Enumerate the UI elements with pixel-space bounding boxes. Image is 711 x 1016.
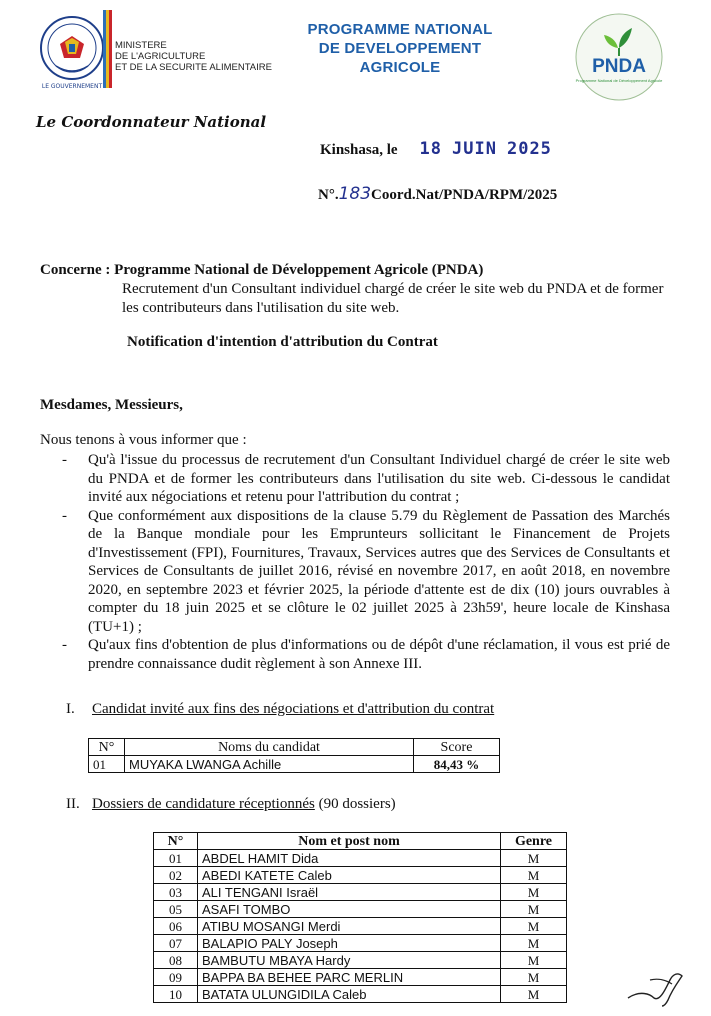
ref-prefix: N°. xyxy=(318,187,339,203)
section-1-heading xyxy=(66,701,494,718)
cell-number: 01 xyxy=(154,850,198,867)
table-row xyxy=(154,901,567,918)
cell-gender: M xyxy=(501,952,567,969)
seal-bottom-text: LE GOUVERNEMENT xyxy=(41,83,103,90)
ministry-name xyxy=(115,40,272,73)
subject-title: Programme National de Développement Agricole (PNDA) xyxy=(114,262,484,278)
bullet-item-3: - Qu'aux fins d'obtention de plus d'informations ou de dépôt d'une réclamation, il vous est prié de prendre connaissance dudit règlement à son Annexe III. xyxy=(60,636,670,673)
cell-gender: M xyxy=(501,850,567,867)
col-score: Score xyxy=(414,739,500,756)
cell-name: ALI TENGANI Israël xyxy=(198,884,501,901)
cell-number: 02 xyxy=(154,867,198,884)
selected-candidate-table xyxy=(88,738,500,773)
table-row xyxy=(154,952,567,969)
table-header-row xyxy=(154,833,567,850)
programme-title xyxy=(300,20,500,77)
cell-number: 08 xyxy=(154,952,198,969)
table-header-row xyxy=(89,739,500,756)
ministry-line-3: ET DE LA SECURITE ALIMENTAIRE xyxy=(115,62,272,73)
cell-name: BALAPIO PALY Joseph xyxy=(198,935,501,952)
cell-number: 06 xyxy=(154,918,198,935)
col-candidate-name: Noms du candidat xyxy=(125,739,414,756)
pnda-logo-text: PNDA xyxy=(592,56,646,77)
cell-gender: M xyxy=(501,867,567,884)
cell-number: 03 xyxy=(154,884,198,901)
applications-table xyxy=(153,832,567,1003)
coordinator-title: Le Coordonnateur National xyxy=(36,113,267,131)
flag-bar-red xyxy=(109,10,112,88)
notification-title: Notification d'intention d'attribution du Contrat xyxy=(127,334,438,350)
cell-gender: M xyxy=(501,901,567,918)
date-line xyxy=(320,139,552,159)
col-number: N° xyxy=(89,739,125,756)
cell-gender: M xyxy=(501,986,567,1003)
ref-number: 183 xyxy=(338,184,372,204)
programme-line-3: AGRICOLE xyxy=(359,59,441,76)
bullet-item-2: - Que conformément aux dispositions de la clause 5.79 du Règlement de Passation des Marchés de la Banque mondiale pour les Emprunteurs sollicitant le Financement de Projets d'Investissement (FPI), Fournitures, Travaux, Services autres que des Services de Consultants et Services de Consultants de juillet 2016, révisé en novembre 2017, en août 2018, en novembre 2020, en septembre 2023 et février 2025, la période d'attente est de dix (10) jours ouvrables à compter du 18 juin 2025 et se clôture le 02 juillet 2025 à 23h59', heure locale de Kinshasa (TU+1) ; xyxy=(60,507,670,637)
ministry-line-2: DE L'AGRICULTURE xyxy=(115,51,206,62)
cell-number: 07 xyxy=(154,935,198,952)
col-gender: Genre xyxy=(501,833,567,850)
ministry-line-1: MINISTERE xyxy=(115,40,167,51)
cell-name: BATATA ULUNGIDILA Caleb xyxy=(198,986,501,1003)
cell-number: 09 xyxy=(154,969,198,986)
cell-number: 01 xyxy=(89,756,125,773)
section-2-number: II. xyxy=(66,796,80,812)
pnda-logo-subtitle: Programme National de Développement Agricole xyxy=(575,78,663,83)
programme-line-2: DE DEVELOPPEMENT xyxy=(318,40,482,57)
bullet-item-1: - Qu'à l'issue du processus de recrutement d'un Consultant Individuel chargé de créer le site web du PNDA et de former les contributeurs dans l'utilisation du site web. Ci-dessous le candidat invité aux négociations et retenu pour l'attribution du contrat ; xyxy=(60,451,670,507)
subject-label: Concerne : xyxy=(40,262,111,278)
subject-block xyxy=(40,261,680,318)
pnda-logo-icon xyxy=(572,12,666,102)
date-month: JUIN xyxy=(452,139,497,159)
section-1-title: Candidat invité aux fins des négociations et d'attribution du contrat xyxy=(92,701,495,717)
cell-name: MUYAKA LWANGA Achille xyxy=(125,756,414,773)
section-2-count: (90 dossiers) xyxy=(314,796,396,812)
col-full-name: Nom et post nom xyxy=(198,833,501,850)
salutation: Mesdames, Messieurs, xyxy=(40,397,183,413)
subject-detail: Recrutement d'un Consultant individuel chargé de créer le site web du PNDA et de former les contributeurs dans l'utilisation du site web. xyxy=(122,281,664,316)
table-row xyxy=(154,884,567,901)
bullet-list xyxy=(60,451,670,673)
table-row xyxy=(154,918,567,935)
table-row xyxy=(154,935,567,952)
signature-mark-icon xyxy=(620,968,690,1008)
cell-gender: M xyxy=(501,935,567,952)
cell-name: ATIBU MOSANGI Merdi xyxy=(198,918,501,935)
cell-name: BAPPA BA BEHEE PARC MERLIN xyxy=(198,969,501,986)
intro-text: Nous tenons à vous informer que : xyxy=(40,432,247,448)
table-row xyxy=(154,969,567,986)
table-row xyxy=(154,850,567,867)
table-row xyxy=(89,756,500,773)
cell-name: ABDEL HAMIT Dida xyxy=(198,850,501,867)
cell-gender: M xyxy=(501,884,567,901)
republic-seal-icon xyxy=(38,14,106,96)
section-2-title: Dossiers de candidature réceptionnés xyxy=(92,796,315,812)
cell-name: ASAFI TOMBO xyxy=(198,901,501,918)
col-number: N° xyxy=(154,833,198,850)
cell-gender: M xyxy=(501,969,567,986)
cell-score: 84,43 % xyxy=(414,756,500,773)
section-2-heading xyxy=(66,796,396,813)
reference-line xyxy=(318,184,557,204)
date-year: 2025 xyxy=(506,139,552,159)
cell-number: 10 xyxy=(154,986,198,1003)
cell-name: BAMBUTU MBAYA Hardy xyxy=(198,952,501,969)
ref-suffix: Coord.Nat/PNDA/RPM/2025 xyxy=(371,187,558,203)
cell-name: ABEDI KATETE Caleb xyxy=(198,867,501,884)
table-row xyxy=(154,867,567,884)
table-row xyxy=(154,986,567,1003)
date-prefix: Kinshasa, le xyxy=(320,142,398,158)
date-day: 18 xyxy=(419,139,443,159)
programme-line-1: PROGRAMME NATIONAL xyxy=(307,21,493,38)
cell-gender: M xyxy=(501,918,567,935)
section-1-number: I. xyxy=(66,701,75,717)
cell-number: 05 xyxy=(154,901,198,918)
